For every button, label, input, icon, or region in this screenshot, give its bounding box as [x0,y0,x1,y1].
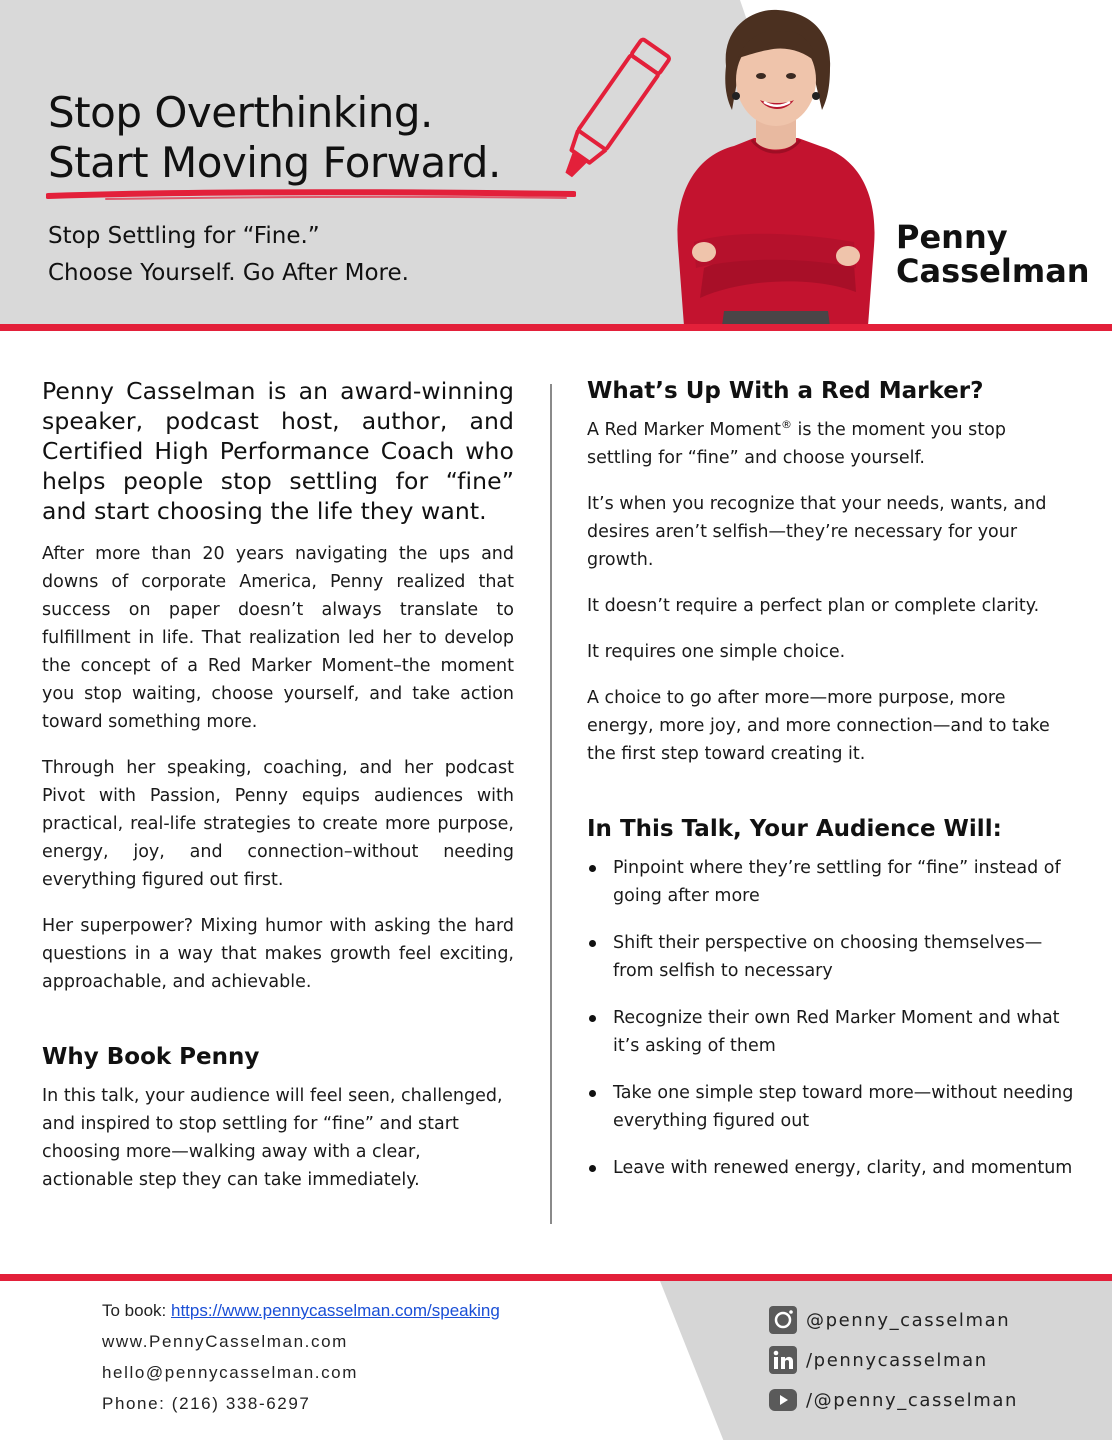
headline-line-1: Stop Overthinking. [48,88,433,137]
linkedin-handle: /pennycasselman [806,1349,988,1371]
why-book-title: Why Book Penny [42,1044,260,1070]
speaker-first-name: Penny [896,218,1008,256]
social-youtube[interactable] [768,1380,1018,1420]
audience-outcomes-title: In This Talk, Your Audience Will: [587,816,1002,842]
booking-label: To book: [102,1301,171,1320]
website-text[interactable]: www.PennyCasselman.com [102,1332,348,1351]
left-column [42,376,514,1212]
red-underline-stroke [46,186,576,204]
why-book-text: In this talk, your audience will feel seen, challenged, and inspired to stop settling for “fine” and start choosing more—walking away with a clear, actionable step they can take immediately. [42,1086,503,1190]
booking-row [102,1298,500,1329]
bio-paragraph-1: After more than 20 years navigating the ups and downs of corporate America, Penny realized that success on paper doesn’t always translate to fulfillment in life. That realization led her to develop the concept of a Red Marker Moment–the moment you stop waiting, choose yourself, and take action toward something more. [42,544,514,732]
red-marker-icon [540,26,680,206]
phone-text: Phone: (216) 338-6297 [102,1394,311,1413]
speaker-name [896,220,1090,288]
instagram-handle: @penny_casselman [806,1309,1011,1331]
list-item: Take one simple step toward more—without needing everything figured out [587,1079,1077,1135]
registered-mark: ® [780,418,792,432]
list-item: Pinpoint where they’re settling for “fine” instead of going after more [587,854,1077,910]
booking-link[interactable]: https://www.pennycasselman.com/speaking [171,1301,500,1320]
red-marker-paragraph-3: It doesn’t require a perfect plan or complete clarity. [587,596,1040,616]
social-instagram[interactable] [768,1300,1018,1340]
subheadline-line-1: Stop Settling for “Fine.” [48,223,320,249]
audience-outcomes-list [587,854,1077,1182]
social-links [768,1300,1018,1420]
header-red-divider [0,324,1112,331]
red-marker-title: What’s Up With a Red Marker? [587,378,984,404]
headline-line-2: Start Moving Forward. [48,138,501,187]
red-marker-paragraph-4: It requires one simple choice. [587,642,846,662]
header-banner [0,0,1112,332]
bio-paragraph-2: Through her speaking, coaching, and her podcast Pivot with Passion, Penny equips audiences with practical, real-life strategies to create more purpose, energy, joy, and connection–without needing everything figured out first. [42,758,514,890]
youtube-handle: /@penny_casselman [806,1389,1018,1411]
red-marker-paragraph-2: It’s when you recognize that your needs, wants, and desires aren’t selfish—they’re necessary for your growth. [587,494,1047,570]
speaker-portrait [664,6,888,326]
youtube-icon [768,1385,798,1415]
instagram-icon [768,1305,798,1335]
red-marker-text-b: is the moment you stop settling for “fine” and choose yourself. [587,420,1006,468]
speaker-last-name: Casselman [896,252,1090,290]
subheadline [48,218,409,292]
email-text[interactable]: hello@pennycasselman.com [102,1363,358,1382]
list-item: Shift their perspective on choosing themselves—from selfish to necessary [587,929,1077,985]
headline [48,88,501,188]
social-linkedin[interactable] [768,1340,1018,1380]
contact-info [102,1298,500,1422]
subheadline-line-2: Choose Yourself. Go After More. [48,260,409,286]
list-item: Recognize their own Red Marker Moment and what it’s asking of them [587,1004,1077,1060]
red-marker-paragraph-1 [587,416,1077,472]
linkedin-icon [768,1345,798,1375]
red-marker-text-a: A Red Marker Moment [587,420,781,440]
right-column [587,376,1077,1201]
column-divider [550,384,552,1224]
list-item: Leave with renewed energy, clarity, and momentum [587,1154,1077,1182]
footer-red-divider [0,1274,1112,1281]
bio-paragraph-3: Her superpower? Mixing humor with asking the hard questions in a way that makes growth feel exciting, approachable, and achievable. [42,916,514,992]
bio-lead: Penny Casselman is an award-winning speaker, podcast host, author, and Certified High Performance Coach who helps people stop settling for “fine” and start choosing the life they want. [42,377,514,525]
red-marker-paragraph-5: A choice to go after more—more purpose, more energy, more joy, and more connection—and to take the first step toward creating it. [587,688,1050,764]
